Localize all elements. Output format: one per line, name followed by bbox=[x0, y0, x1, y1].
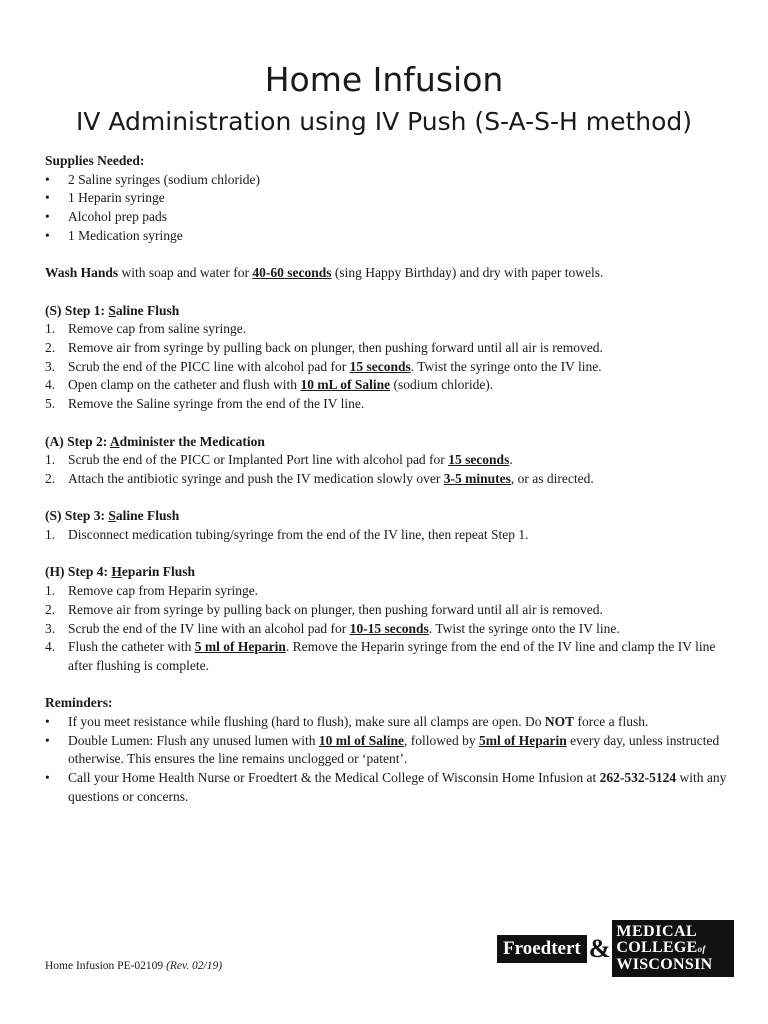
document-body bbox=[45, 152, 735, 807]
bullet-icon: • bbox=[45, 770, 50, 786]
phone-number: 262-532-5124 bbox=[599, 770, 677, 786]
document-subtitle: IV Administration using IV Push (S-A-S-H method) bbox=[75, 107, 693, 136]
supplies-list bbox=[45, 171, 735, 246]
step-item: 1. Disconnect medication tubing/syringe from the end of the IV line, then repeat Step 1. bbox=[45, 527, 529, 542]
step3-list bbox=[45, 526, 735, 545]
step-item: 4. Open clamp on the catheter and flush with 10 mL of Saline (sodium chloride). bbox=[45, 377, 494, 393]
step-item: 3. Scrub the end of the IV line with an alcohol pad for 10-15 seconds. Twist the syringe onto the IV line. bbox=[45, 620, 620, 636]
step-item: 4. Flush the catheter with 5 ml of Heparin. Remove the Heparin syringe from the end of the IV line and clamp the IV line after flushing is complete. bbox=[45, 639, 716, 673]
step3-heading: (S) Step 3: Saline Flush bbox=[45, 508, 180, 524]
step-item: 1. Remove cap from saline syringe. bbox=[45, 321, 247, 337]
step2-heading: (A) Step 2: Administer the Medication bbox=[45, 433, 265, 449]
reminder-item: • If you meet resistance while flushing (hard to flush), make sure all clamps are open. Do NOT force a flush. bbox=[45, 713, 735, 732]
wash-hands-instruction: Wash Hands with soap and water for 40-60 seconds (sing Happy Birthday) and dry with paper towels. bbox=[45, 265, 604, 281]
step-item: 5. Remove the Saline syringe from the end of the IV line. bbox=[45, 396, 365, 412]
step4-heading: (H) Step 4: Heparin Flush bbox=[45, 564, 196, 580]
reminder-item: • Call your Home Health Nurse or Froedtert & the Medical College of Wisconsin Home Infusion at 262-532-5124 with any questions or concerns. bbox=[45, 770, 727, 804]
step-item: 2. Attach the antibiotic syringe and push the IV medication slowly over 3-5 minutes, or as directed. bbox=[45, 470, 594, 486]
step2-list bbox=[45, 451, 735, 488]
step-item: 2. Remove air from syringe by pulling back on plunger, then pushing forward until all air is removed. bbox=[45, 340, 603, 355]
bullet-icon: • bbox=[45, 209, 50, 225]
reminder-item: • Double Lumen: Flush any unused lumen with 10 ml of Saline, followed by 5ml of Heparin every day, unless instructed otherwise. This ensures the line remains unclogged or ‘patent’. bbox=[45, 732, 720, 767]
step-item: 3. Scrub the end of the PICC line with alcohol pad for 15 seconds. Twist the syringe onto the IV line. bbox=[45, 358, 602, 374]
supplies-item: • 1 Medication syringe bbox=[45, 227, 735, 246]
froedtert-mcw-logo bbox=[497, 920, 734, 977]
document-title: Home Infusion bbox=[264, 60, 504, 99]
bullet-icon: • bbox=[45, 714, 50, 729]
bullet-icon: • bbox=[45, 171, 50, 187]
step-item: 1. Remove cap from Heparin syringe. bbox=[45, 583, 259, 599]
bullet-icon: • bbox=[45, 227, 50, 243]
logo-froedtert: Froedtert bbox=[497, 935, 587, 963]
bullet-icon: • bbox=[45, 732, 50, 748]
supplies-item: • Alcohol prep pads bbox=[45, 208, 735, 227]
logo-ampersand: & bbox=[588, 933, 611, 963]
step1-list bbox=[45, 320, 735, 414]
step-item: 1. Scrub the end of the PICC or Implanted Port line with alcohol pad for 15 seconds. bbox=[45, 452, 513, 468]
bullet-icon: • bbox=[45, 190, 50, 206]
footer-document-code: Home Infusion PE-02109 (Rev. 02/19) bbox=[45, 960, 223, 972]
supplies-item: • 1 Heparin syringe bbox=[45, 189, 735, 208]
step4-list bbox=[45, 582, 735, 676]
supplies-item: • 2 Saline syringes (sodium chloride) bbox=[45, 171, 735, 190]
logo-mcw: MEDICAL COLLEGEof WISCONSIN bbox=[612, 920, 734, 977]
supplies-heading: Supplies Needed: bbox=[45, 153, 145, 168]
step1-heading: (S) Step 1: Saline Flush bbox=[45, 302, 180, 318]
reminders-heading: Reminders: bbox=[45, 695, 113, 711]
step-item: 2. Remove air from syringe by pulling back on plunger, then pushing forward until all air is removed. bbox=[45, 601, 603, 617]
reminders-list bbox=[45, 713, 735, 807]
